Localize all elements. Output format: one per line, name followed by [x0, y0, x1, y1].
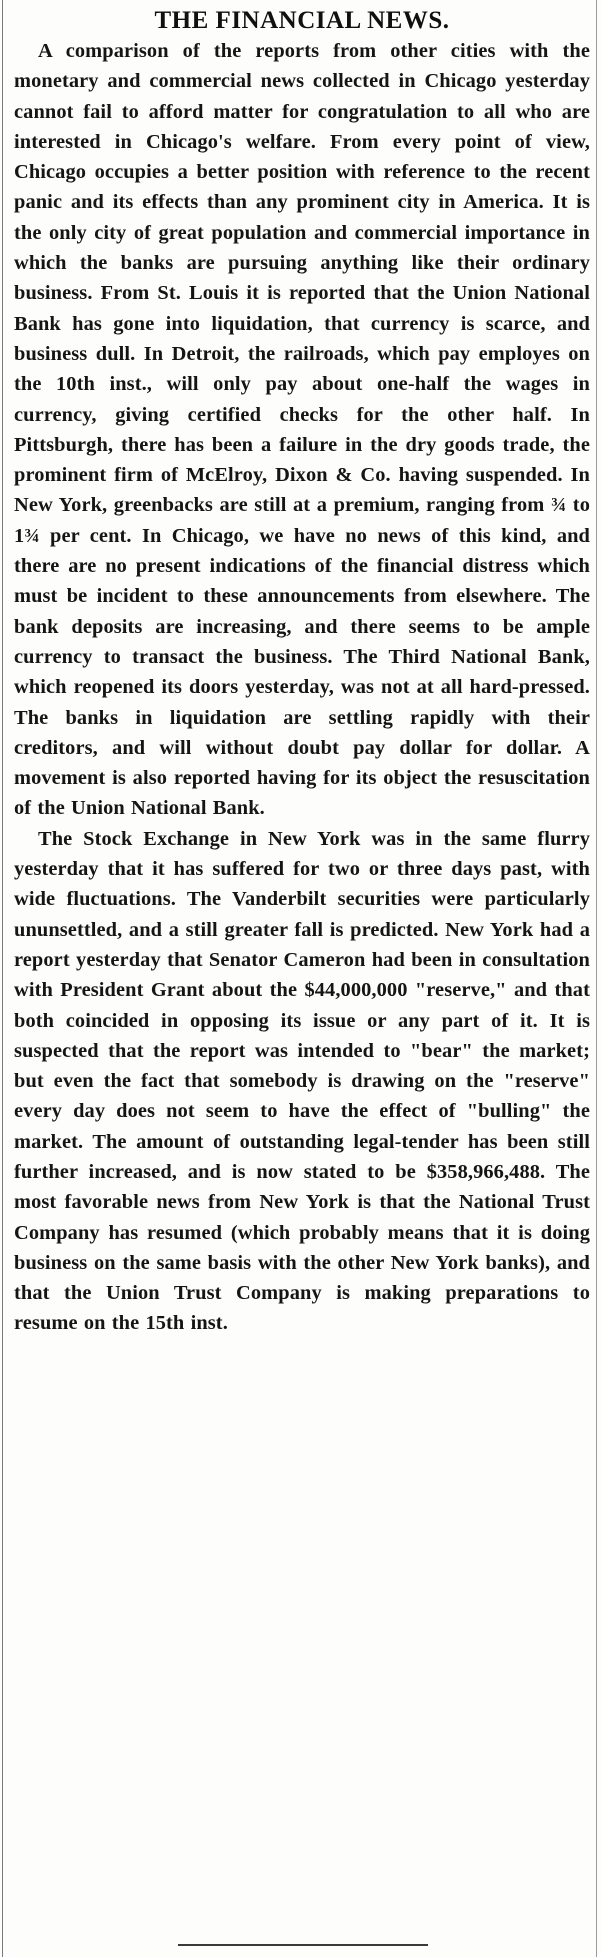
- column-rule-right: [596, 0, 597, 1957]
- article-end-rule: [178, 1944, 428, 1946]
- article-paragraph-2: The Stock Exchange in New York was in the same flurry yesterday that it has suffered for two or three days past, with wide fluctuations. The Vanderbilt securities were particularly ununsettled, and a still greater fall is predicted. New York had a report yesterday that Senator Cameron had been in consultation with President Grant about the $44,000,000 "reserve," and that both coincided in opposing its issue or any part of it. It is suspected that the report was intended to "bear" the market; but even the fact that somebody is drawing on the "reserve" every day does not seem to have the effect of "bulling" the market. The amount of outstanding legal-tender has been still further increased, and is now stated to be $358,966,488. The most favorable news from New York is that the National Trust Company has resumed (which probably means that it is doing business on the same basis with the other New York banks), and that the Union Trust Company is making preparations to resume on the 15th inst.: [14, 827, 590, 1335]
- article-paragraph-1: A comparison of the reports from other cities with the monetary and commercial news collected in Chicago yesterday cannot fail to afford matter for congratulation to all who are interested in Chicago's welfare. From every point of view, Chicago occupies a better position with reference to the recent panic and its effects than any prominent city in America. It is the only city of great population and commercial importance in which the banks are pursuing anything like their ordinary business. From St. Louis it is reported that the Union National Bank has gone into liquidation, that currency is scarce, and business dull. In Detroit, the railroads, which pay employes on the 10th inst., will only pay about one-half the wages in currency, giving certified checks for the other half. In Pittsburgh, there has been a failure in the dry goods trade, the prominent firm of McElroy, Dixon & Co. having suspended. In New York, greenbacks are still at a premium, ranging from ¾ to 1¾ per cent. In Chicago, we have no news of this kind, and there are no present indications of the financial distress which must be incident to these announcements from elsewhere. The bank deposits are increasing, and there seems to be ample currency to transact the business. The Third National Bank, which reopened its doors yesterday, was not at all hard-pressed. The banks in liquidation are settling rapidly with their creditors, and will without doubt pay dollar for dollar. A movement is also reported having for its object the resuscitation of the Union National Bank.: [14, 40, 590, 820]
- column-rule-left: [2, 0, 3, 1957]
- article-headline: THE FINANCIAL NEWS.: [154, 7, 450, 34]
- article-column: [14, 6, 590, 1339]
